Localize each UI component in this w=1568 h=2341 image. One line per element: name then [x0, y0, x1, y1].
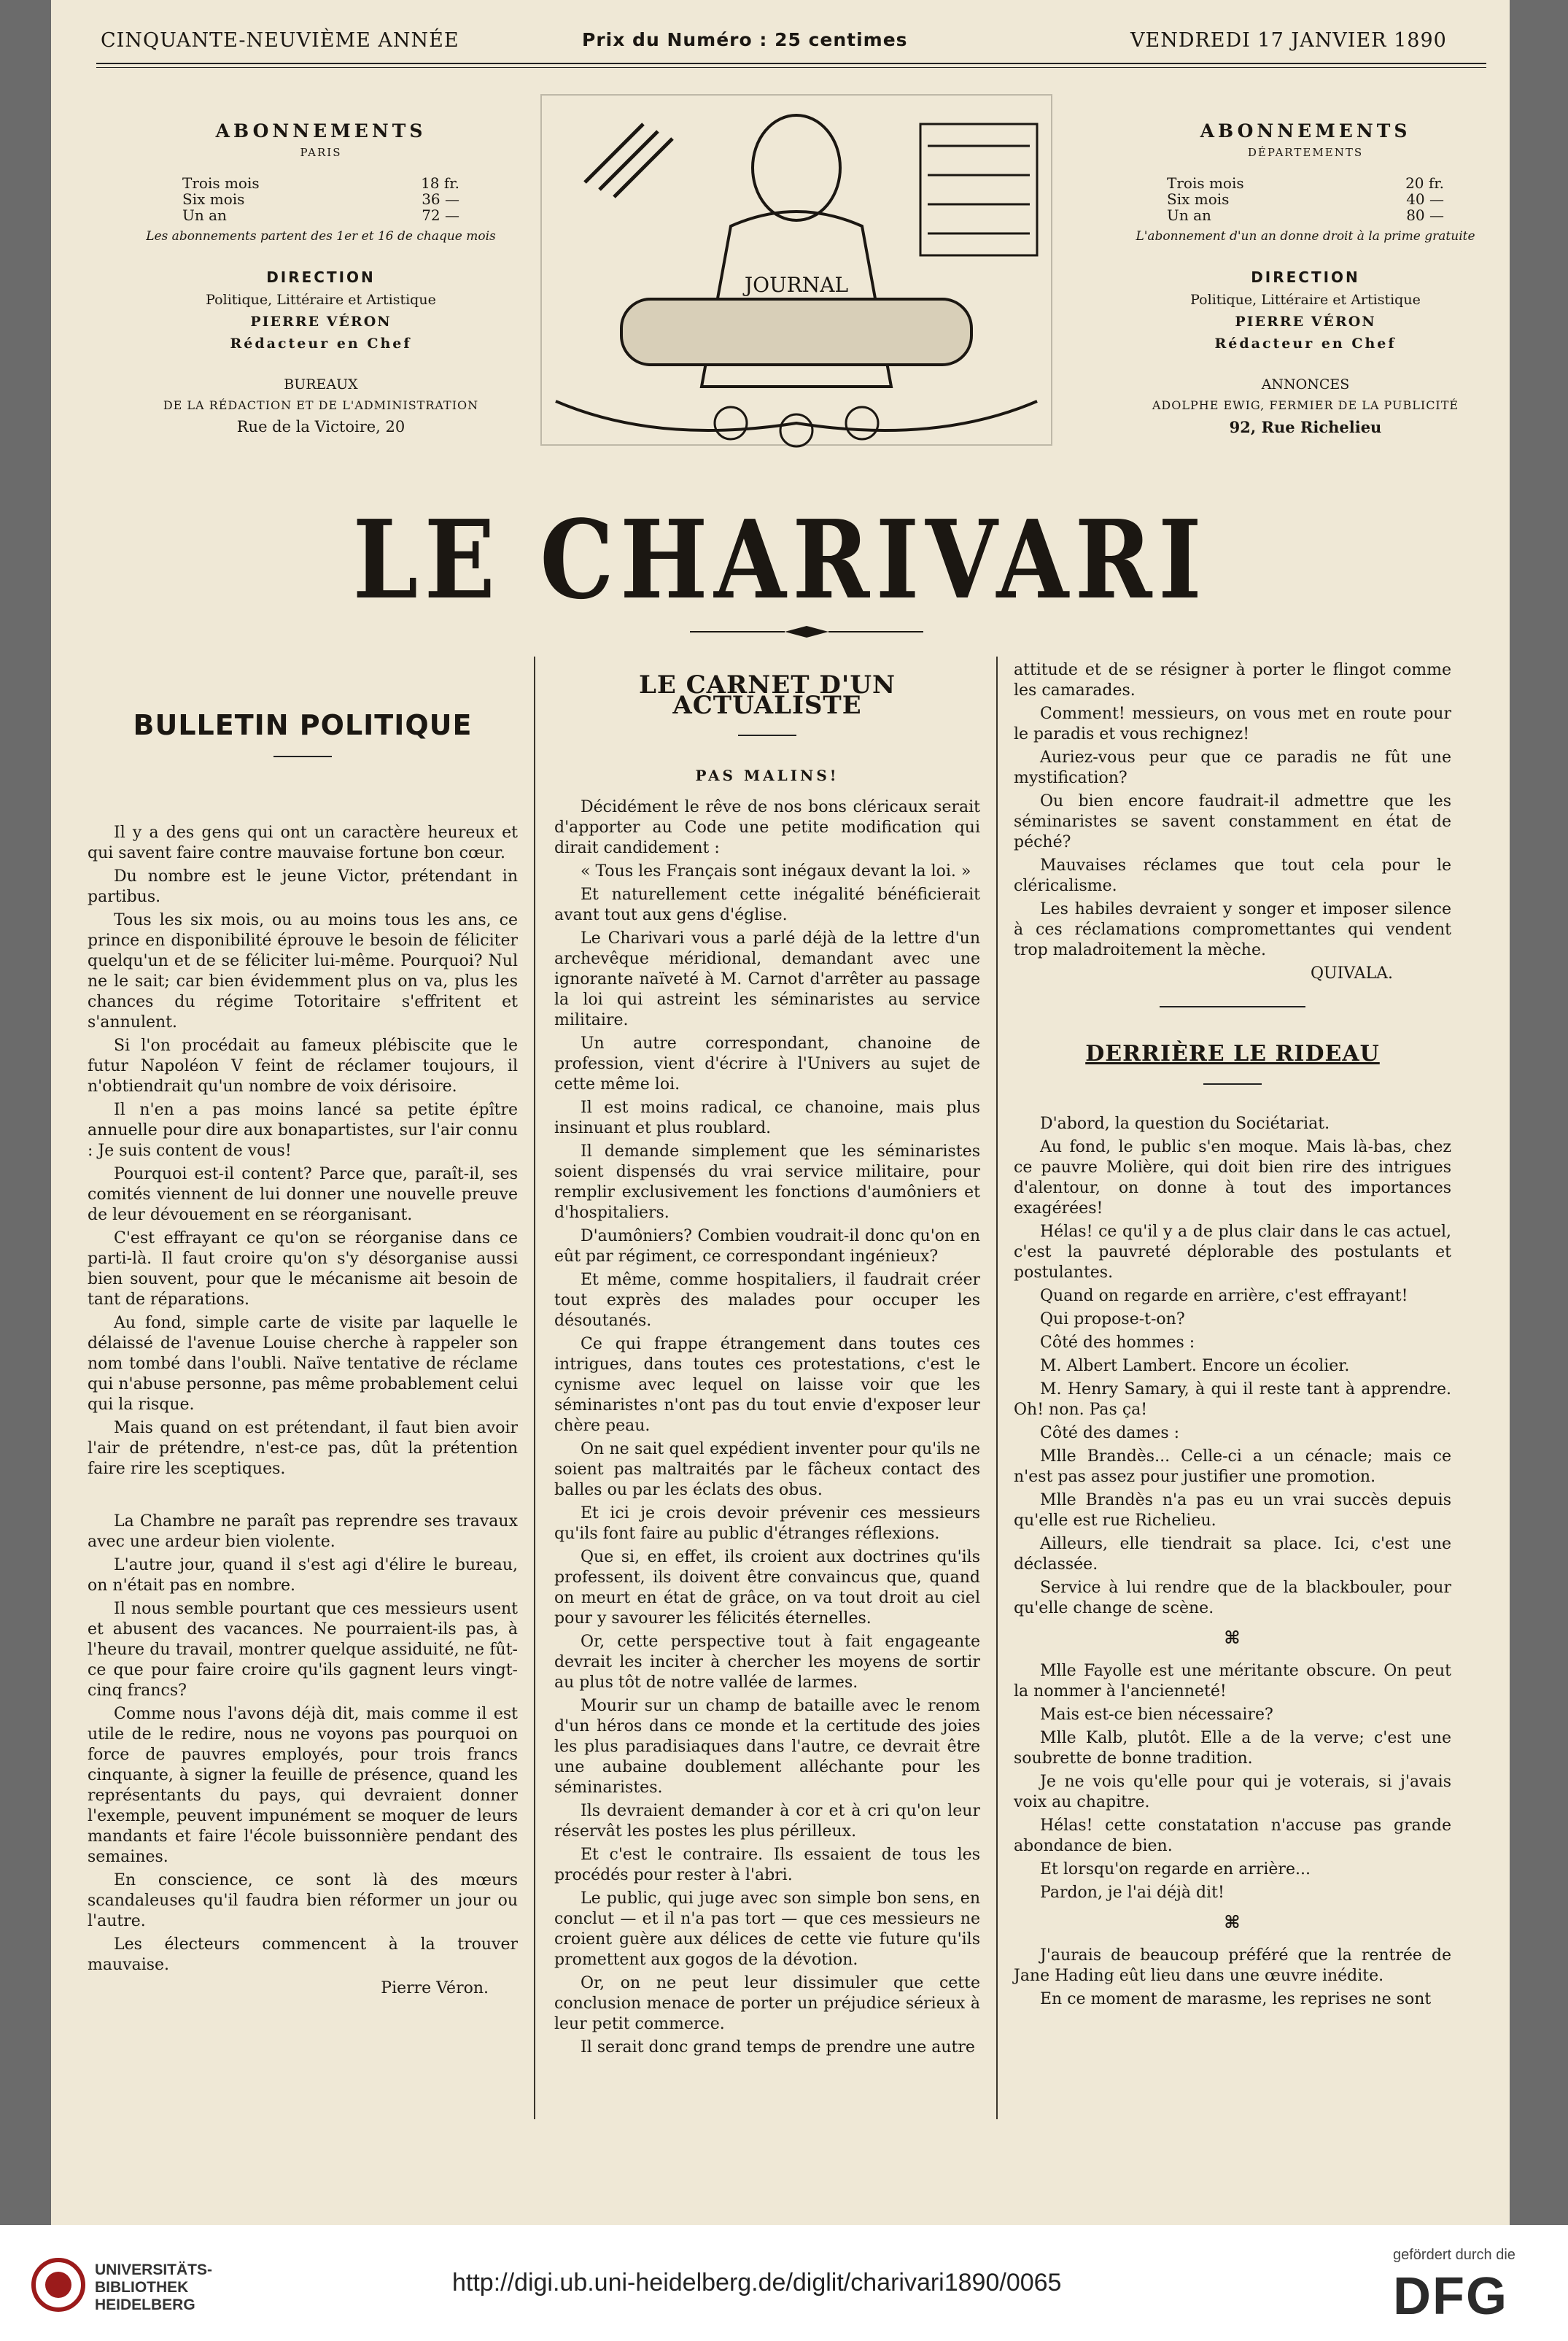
direction-heading: DIRECTION: [1251, 268, 1360, 286]
editor-role: Rédacteur en Chef: [230, 336, 412, 352]
paragraph: Que si, en effet, ils croient aux doctrines qu'ils professent, ils doivent être convaincus que, quand on meurt en état de grâce, on va tout droit au ciel pour y savourer les félicités éternelles.: [554, 1548, 980, 1628]
paragraph: Les habiles devraient y songer et imposer silence à ces réclamations compromettantes qui vendent trop maladroitement la mèche.: [1014, 900, 1451, 959]
bureaux-heading: BUREAUX: [284, 376, 358, 392]
annonces-heading: ANNONCES: [1261, 376, 1350, 392]
subscriptions-heading: ABONNEMENTS: [215, 120, 427, 142]
subscriptions-sub: PARIS: [300, 146, 342, 159]
price-row: [1167, 191, 1444, 207]
subscriptions-heading: ABONNEMENTS: [1200, 120, 1411, 142]
masthead-price: Prix du Numéro : 25 centimes: [582, 29, 908, 50]
masthead-year: CINQUANTE-NEUVIÈME ANNÉE: [101, 29, 459, 52]
paragraph: Or, cette perspective tout à fait engageante devrait les inciter à chercher les moyens de sortir au plus tôt de notre vallée de larmes.: [554, 1633, 980, 1692]
title-rule: [1203, 1083, 1262, 1085]
annonces-sub: ADOLPHE EWIG, FERMIER DE LA PUBLICITÉ: [1152, 398, 1459, 412]
paragraph: On ne sait quel expédient inventer pour qu'ils ne soient pas maltraités par le fâcheux contact des balles ou par les éclats des obus.: [554, 1440, 980, 1499]
paragraph: Il demande simplement que les séminaristes soient dispensés du vrai service militaire, pour remplir exclusivement les fonctions d'aumôniers et d'hospitaliers.: [554, 1142, 980, 1222]
paragraph: M. Henry Samary, à qui il reste tant à apprendre. Oh! non. Pas ça!: [1014, 1380, 1451, 1419]
paragraph: Côté des hommes :: [1040, 1334, 1195, 1352]
library-line: HEIDELBERG: [95, 2296, 195, 2313]
price-term: Six mois: [1167, 190, 1230, 208]
illustration-label: JOURNAL: [744, 273, 849, 297]
digitization-footer: [0, 2225, 1568, 2341]
masthead-illustration: [512, 80, 1081, 481]
masthead-rule: [96, 63, 1486, 68]
price-row: [182, 191, 459, 207]
paragraph: Mais est-ce bien nécessaire?: [1040, 1706, 1273, 1724]
signature: Pierre Véron.: [381, 1979, 489, 1997]
price-row: [1167, 175, 1444, 191]
column-bulletin-politique: [88, 709, 518, 2002]
paragraph: En ce moment de marasme, les reprises ne sont: [1040, 1990, 1432, 2008]
column-rule: [996, 657, 998, 2119]
column-carnet-actualiste: [554, 670, 980, 2061]
article-title: DERRIÈRE LE RIDEAU: [1085, 1041, 1380, 1067]
price-term: Un an: [182, 206, 227, 224]
title-rule: [273, 756, 332, 757]
paragraph: Ou bien encore faudrait-il admettre que les séminaristes se savent constamment en état de péché?: [1014, 792, 1451, 851]
paragraph: Et ici je crois devoir prévenir ces messieurs qu'ils font faire au public d'étranges réflexions.: [554, 1504, 980, 1543]
funding-note: gefördert durch die: [1393, 2247, 1515, 2263]
subscriptions-sub: DÉPARTEMENTS: [1247, 146, 1364, 159]
paragraph: Quand on regarde en arrière, c'est effrayant!: [1040, 1287, 1408, 1305]
paragraph: Tous les six mois, ou au moins tous les ans, ce prince en disponibilité éprouve le besoin de féliciter quelqu'un et de se féliciter lui-même. Pourquoi? Nul ne le sait; car bien évidemment plus on va, plus les chances du régime Totoritaire s'effritent et s'annulent.: [88, 911, 518, 1032]
paragraph: Et lorsqu'on regarde en arrière...: [1040, 1860, 1311, 1878]
paragraph: Mlle Fayolle est une méritante obscure. On peut la nommer à l'ancienneté!: [1014, 1662, 1451, 1700]
editor-name: PIERRE VÉRON: [250, 314, 392, 330]
paragraph: Comment! messieurs, on vous met en route pour le paradis et vous rechignez!: [1014, 705, 1451, 743]
paragraph: D'abord, la question du Sociétariat.: [1040, 1115, 1330, 1133]
bureaux-sub: DE LA RÉDACTION ET DE L'ADMINISTRATION: [163, 398, 479, 412]
paragraph: Auriez-vous peur que ce paradis ne fût une mystification?: [1014, 748, 1451, 787]
paragraph: Il serait donc grand temps de prendre une autre: [581, 2038, 975, 2056]
price-term: Un an: [1167, 206, 1211, 224]
title-ornament: [690, 624, 923, 639]
subscriptions-departements: [1116, 120, 1495, 436]
section-rule: [1160, 1006, 1305, 1007]
price-value: 72 —: [422, 206, 459, 224]
paragraph: Il y a des gens qui ont un caractère heureux et qui savent faire contre mauvaise fortune bon cœur.: [88, 824, 518, 862]
paragraph: Le public, qui juge avec son simple bon sens, en conclut — et il n'a pas tort — que ces messieurs ne croient guère aux délices de cette vie future qu'ils promettent aux gogos de la dévotion.: [554, 1889, 980, 1969]
bureaux-address: Rue de la Victoire, 20: [236, 418, 405, 436]
paragraph: Comme nous l'avons déjà dit, mais comme il est utile de le redire, nous ne voyons pas pourquoi on force de pauvres employés, pour trois francs cinquante, à signer la feuille de présence, quand les représentants du pays, qui devraient donner l'exemple, peuvent impunément se moquer de leurs mandants et faire l'école buissonnière pendant des semaines.: [88, 1705, 518, 1866]
paragraph: La Chambre ne paraît pas reprendre ses travaux avec une ardeur bien violente.: [88, 1512, 518, 1551]
paragraph: Ailleurs, elle tiendrait sa place. Ici, c'est une déclassée.: [1014, 1535, 1451, 1574]
paragraph: Au fond, simple carte de visite par laquelle le délaissé de l'avenue Louise cherche à rappeler son nom tombé dans l'oubli. Naïve tentative de réclame qui n'abuse personne, pas même probablement celui qui la risque.: [88, 1314, 518, 1414]
price-list: [182, 175, 459, 223]
paragraph: Pardon, je l'ai déjà dit!: [1040, 1884, 1224, 1902]
paragraph: Service à lui rendre que de la blackbouler, pour qu'elle change de scène.: [1014, 1579, 1451, 1617]
paragraph: Si l'on procédait au fameux plébiscite que le futur Napoléon V feint de réclamer toujours, il n'obtiendrait qu'un nombre de voix dérisoire.: [88, 1037, 518, 1096]
newspaper-title: LE CHARIVARI: [352, 496, 1208, 623]
paragraph: « Tous les Français sont inégaux devant la loi. »: [581, 862, 971, 881]
price-term: Trois mois: [182, 174, 260, 192]
editor-name: PIERRE VÉRON: [1235, 314, 1376, 330]
paragraph: Le Charivari vous a parlé déjà de la lettre d'un archevêque méridional, demandant avec une ignorante naïveté à M. Carnot d'arrêter au passage la loi qui astreint les séminaristes au service militaire.: [554, 929, 980, 1029]
paragraph: Les électeurs commencent à la trouver mauvaise.: [88, 1935, 518, 1974]
price-term: Trois mois: [1167, 174, 1244, 192]
annonces-address: 92, Rue Richelieu: [1229, 418, 1382, 436]
article-title: LE CARNET D'UN ACTUALISTE: [638, 670, 896, 720]
dfg-logo: DFG: [1393, 2267, 1508, 2326]
price-list: [1167, 175, 1444, 223]
paragraph: En conscience, ce sont là des mœurs scandaleuses qu'il faudra bien réformer un jour ou l'autre.: [88, 1871, 518, 1930]
title-rule: [738, 735, 796, 736]
paragraph: Au fond, le public s'en moque. Mais là-bas, chez ce pauvre Molière, qui doit bien rire des intrigues d'alentour, on donne à tout des importances exagérées!: [1014, 1138, 1451, 1218]
price-value: 36 —: [422, 190, 459, 208]
university-seal-icon: [29, 2256, 88, 2314]
price-row: [182, 207, 459, 223]
subscriptions-paris: [131, 120, 511, 436]
source-url[interactable]: http://digi.ub.uni-heidelberg.de/diglit/charivari1890/0065: [452, 2269, 1062, 2296]
paragraph: Il nous semble pourtant que ces messieurs usent et abusent des vacances. Ne pourraient-ils pas, à l'heure du travail, montrer quelque assiduité, ne fût-ce que pour faire croire qu'ils gagnent leurs vingt-cinq francs?: [88, 1600, 518, 1700]
paragraph: Il n'en a pas moins lancé sa petite épître annuelle pour dire aux bonapartistes, sur l'air connu : Je suis content de vous!: [88, 1101, 518, 1160]
paragraph: Pourquoi est-il content? Parce que, paraît-il, ses comités viennent de lui donner une nouvelle preuve de leur dévouement en se réorganisant.: [88, 1165, 518, 1224]
signature: QUIVALA.: [1310, 964, 1393, 983]
article-subtitle: PAS MALINS!: [695, 767, 839, 784]
paragraph: Or, on ne peut leur dissimuler que cette conclusion menace de porter un préjudice sérieux à leur petit commerce.: [554, 1974, 980, 2033]
price-value: 18 fr.: [421, 174, 459, 192]
paragraph: Mlle Kalb, plutôt. Elle a de la verve; c'est une soubrette de bonne tradition.: [1014, 1729, 1451, 1768]
masthead-date: VENDREDI 17 JANVIER 1890: [1130, 29, 1447, 52]
paragraph: attitude et de se résigner à porter le flingot comme les camarades.: [1014, 661, 1451, 700]
price-value: 20 fr.: [1405, 174, 1444, 192]
paragraph: Hélas! cette constatation n'accuse pas grande abondance de bien.: [1014, 1816, 1451, 1855]
section-gap: [88, 1482, 518, 1512]
paragraph: Côté des dames :: [1040, 1424, 1180, 1442]
paragraph: C'est effrayant ce qu'on se réorganise dans ce parti-là. Il faut croire qu'on s'y désorganise aussi bien souvent, pour que le mécanisme ait besoin de tant de réparations.: [88, 1229, 518, 1309]
paragraph: Je ne vois qu'elle pour qui je voterais, si j'avais voix au chapitre.: [1014, 1773, 1451, 1811]
direction-sub: Politique, Littéraire et Artistique: [206, 292, 436, 308]
paragraph: Décidément le rêve de nos bons cléricaux serait d'apporter au Code une petite modification qui dirait candidement :: [554, 798, 980, 857]
section-separator: ⌘: [1224, 1912, 1241, 1932]
library-line: BIBLIOTHEK: [95, 2279, 189, 2296]
column-derriere-le-rideau: [1014, 660, 1451, 2013]
paragraph: D'aumôniers? Combien voudrait-il donc qu'on en eût par régiment, ce correspondant ingénieux?: [554, 1227, 980, 1266]
article-title: BULLETIN POLITIQUE: [133, 709, 473, 741]
paragraph: J'aurais de beaucoup préféré que la rentrée de Jane Hading eût lieu dans une œuvre inédite.: [1014, 1946, 1451, 1985]
library-name: [95, 2261, 212, 2314]
paragraph: Qui propose-t-on?: [1040, 1310, 1185, 1328]
price-row: [1167, 207, 1444, 223]
subscriptions-note: L'abonnement d'un an donne droit à la prime gratuite: [1136, 229, 1475, 244]
paragraph: Et même, comme hospitaliers, il faudrait créer tout exprès des malades pour occuper les désoutanés.: [554, 1271, 980, 1330]
price-row: [182, 175, 459, 191]
section-separator: ⌘: [1224, 1628, 1241, 1648]
paragraph: L'autre jour, quand il s'est agi d'élire le bureau, on n'était pas en nombre.: [88, 1556, 518, 1595]
paragraph: Mlle Brandès n'a pas eu un vrai succès depuis qu'elle est rue Richelieu.: [1014, 1491, 1451, 1530]
paragraph: Du nombre est le jeune Victor, prétendant in partibus.: [88, 867, 518, 906]
paragraph: Ce qui frappe étrangement dans toutes ces intrigues, dans toutes ces protestations, c'est le cynisme avec lequel on laisse voir que les séminaristes n'ont pas du tout envie d'exposer leur chère peau.: [554, 1335, 980, 1435]
paragraph: Mauvaises réclames que tout cela pour le cléricalisme.: [1014, 856, 1451, 895]
direction-sub: Politique, Littéraire et Artistique: [1190, 292, 1421, 308]
paragraph: Et naturellement cette inégalité bénéficierait avant tout aux gens d'église.: [554, 886, 980, 924]
paragraph: Mourir sur un champ de bataille avec le renom d'un héros dans ce monde et la certitude des joies les plus paradisiaques dans l'autre, ce devrait être une aubaine doublement alléchante pour les séminaristes.: [554, 1697, 980, 1797]
paragraph: M. Albert Lambert. Encore un écolier.: [1040, 1357, 1350, 1375]
paragraph: Hélas! ce qu'il y a de plus clair dans le cas actuel, c'est la pauvreté déplorable des postulants et postulantes.: [1014, 1223, 1451, 1282]
editor-role: Rédacteur en Chef: [1214, 336, 1397, 352]
column-rule: [534, 657, 535, 2119]
paragraph: Et c'est le contraire. Ils essaient de tous les procédés pour rester à l'abri.: [554, 1846, 980, 1884]
paragraph: Mais quand on est prétendant, il faut bien avoir l'air de prétendre, n'est-ce pas, dût la prétention faire rire les sceptiques.: [88, 1419, 518, 1478]
direction-heading: DIRECTION: [266, 268, 376, 286]
price-term: Six mois: [182, 190, 245, 208]
paragraph: Mlle Brandès... Celle-ci a un cénacle; mais ce n'est pas assez pour justifier une promotion.: [1014, 1447, 1451, 1486]
paragraph: Un autre correspondant, chanoine de profession, vient d'écrire à l'Univers au sujet de cette même loi.: [554, 1034, 980, 1094]
price-value: 80 —: [1406, 206, 1444, 224]
paragraph: Il est moins radical, ce chanoine, mais plus insinuant et plus roublard.: [554, 1099, 980, 1137]
subscriptions-note: Les abonnements partent des 1er et 16 de chaque mois: [146, 229, 496, 244]
newspaper-page: [51, 0, 1510, 2225]
price-value: 40 —: [1406, 190, 1444, 208]
paragraph: Ils devraient demander à cor et à cri qu'on leur réservât les postes les plus périlleux.: [554, 1802, 980, 1841]
library-line: UNIVERSITÄTS-: [95, 2261, 213, 2278]
